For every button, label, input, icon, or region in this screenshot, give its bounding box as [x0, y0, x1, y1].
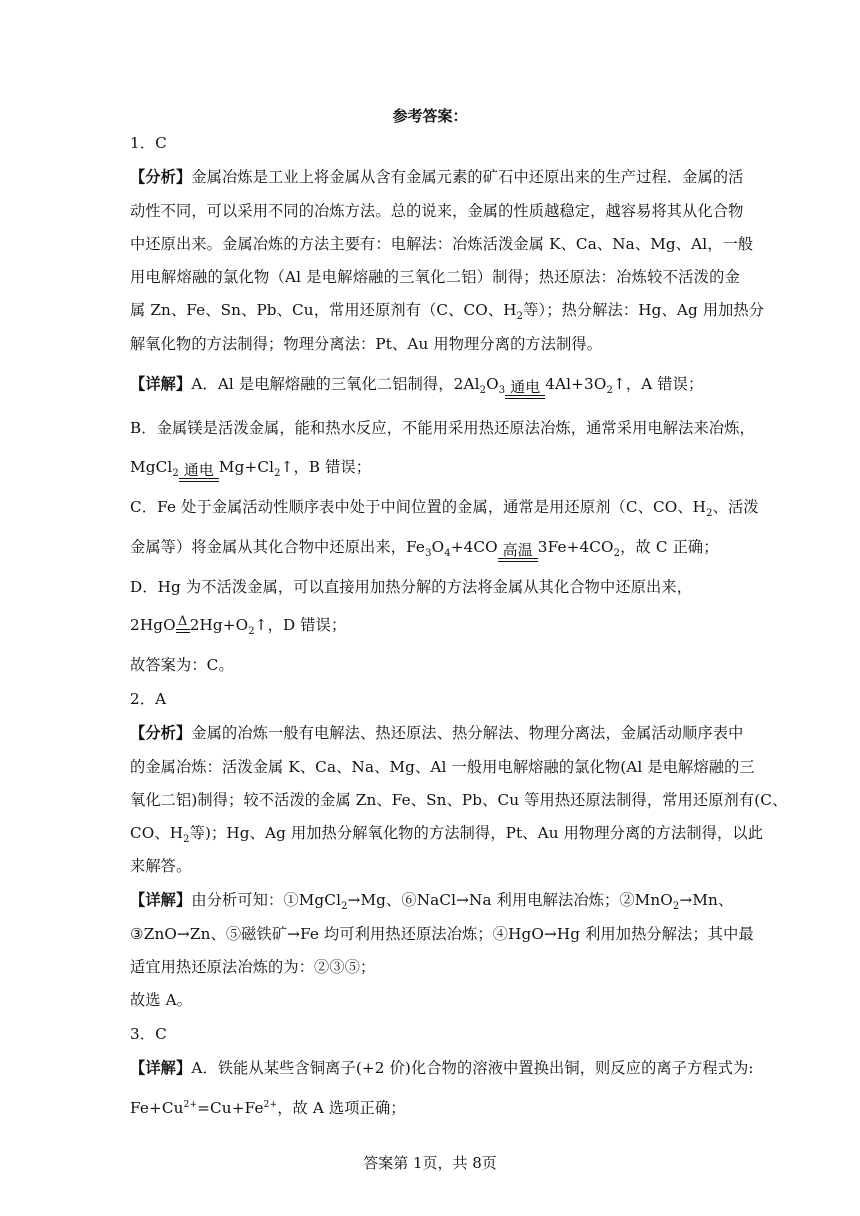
q2-analysis-line-4: CO、$H_2$等)；Hg、Ag 用加热分解氧化物的方法制得，Pt、Au 用物理分离的方法制得，以此 [130, 824, 764, 846]
q2-analysis-line-5: 来解答。 [130, 857, 192, 875]
q2-detail-3: 适宜用热还原法冶炼的为：②③⑤； [130, 958, 376, 976]
q3-detail-1: 【详解】A．铁能从某些含铜离子(+2 价)化合物的溶液中置换出铜，则反应的离子方程式为: [130, 1059, 754, 1077]
q1-analysis-line-6: 解氧化物的方法制得；物理分离法：Pt、Au 用物理分离的方法制得。 [130, 335, 603, 353]
high-temperature-condition-arrow: 高温 [498, 543, 538, 565]
page-title: 参考答案： [392, 107, 468, 125]
q1-analysis-line-3: 中还原出来。金属冶炼的方法主要有：电解法：冶炼活泼金属 K、Ca、Na、Mg、Al，一般 [130, 235, 754, 253]
page-footer: 答案第 1页，共 8页 [363, 1154, 497, 1172]
q1-detail-c-2: 金属等）将金属从其化合物中还原出来，$Fe_3O_4+4CO$ 高温 $3Fe+4CO_2$，故 C 正确； [130, 536, 740, 565]
q1-detail-d-1: D．Hg 为不活泼金属，可以直接用加热分解的方法将金属从其化合物中还原出来， [130, 578, 693, 596]
electrolysis-condition-arrow: 通电 [505, 380, 545, 402]
q2-detail-2: ③ZnO→Zn、⑤磁铁矿→Fe 均可利用热还原法冶炼；④HgO→Hg 利用加热分解法；其中最 [130, 925, 754, 943]
q1-analysis-line-4: 用电解熔融的氯化物（Al 是电解熔融的三氧化二铝）制得；热还原法：冶炼较不活泼的金 [130, 268, 740, 286]
q1-detail-b-2: MgCl$_2$ 通电 $Mg+Cl_2↑$，B 错误； [130, 456, 740, 485]
q2-number: 2．A [130, 690, 167, 708]
q1-analysis-line-2: 动性不同，可以采用不同的冶炼方法。总的说来，金属的性质越稳定，越容易将其从化合物 [130, 202, 744, 220]
q1-analysis-line-5: 属 Zn、Fe、Sn、Pb、Cu，常用还原剂有（C、CO、$H_2$等）；热分解法：Hg、Ag 用加热分 [130, 301, 765, 323]
analysis-tag: 【分析】 [130, 168, 192, 186]
q2-detail-1: 【详解】由分析可知：①MgCl$_2$→Mg、⑥NaCl→Na 利用电解法冶炼；②MnO$_2$→Mn、 [130, 891, 734, 913]
q1-conclusion: 故答案为：C。 [130, 656, 234, 674]
q2-conclusion: 故选 A。 [130, 991, 193, 1009]
q1-analysis-line-1: 【分析】金属冶炼是工业上将金属从含有金属元素的矿石中还原出来的生产过程．金属的活 [130, 168, 744, 186]
q2-analysis-line-2: 的金属冶炼：活泼金属 K、Ca、Na、Mg、Al 一般用电解熔融的氯化物(Al 是电解熔融的三 [130, 758, 755, 776]
heating-condition-arrow: Δ [176, 621, 190, 643]
q1-detail-c-1: C．Fe 处于金属活动性顺序表中处于中间位置的金属，通常是用还原剂（C、CO、$H_2$、活泼 [130, 498, 759, 520]
q2-analysis-line-3: 氧化二铝)制得；较不活泼的金属 Zn、Fe、Sn、Pb、Cu 等用热还原法制得，常用还原剂有(C、 [130, 791, 788, 809]
q1-detail-d-2: 2HgO Δ $2Hg+O_2↑$，D 错误； [130, 614, 740, 643]
q3-number: 3．C [130, 1025, 167, 1043]
detail-tag: 【详解】 [130, 375, 192, 393]
q2-analysis-line-1: 【分析】金属的冶炼一般有电解法、热还原法、热分解法、物理分离法，金属活动顺序表中 [130, 724, 744, 742]
q1-number: 1．C [130, 134, 167, 152]
q1-detail-a: 【详解】A．Al 是电解熔融的三氧化二铝制得，$2Al_2O_3$ 通电 $4Al+3O_2↑$，A 错误； [130, 373, 740, 402]
q1-detail-b-1: B．金属镁是活泼金属，能和热水反应，不能用采用热还原法冶炼，通常采用电解法来冶炼， [130, 419, 755, 437]
q3-detail-2: $Fe+Cu^{2+}=Cu+Fe^{2+}$，故 A 选项正确； [130, 1099, 406, 1118]
electrolysis-condition-arrow: 通电 [179, 463, 219, 485]
